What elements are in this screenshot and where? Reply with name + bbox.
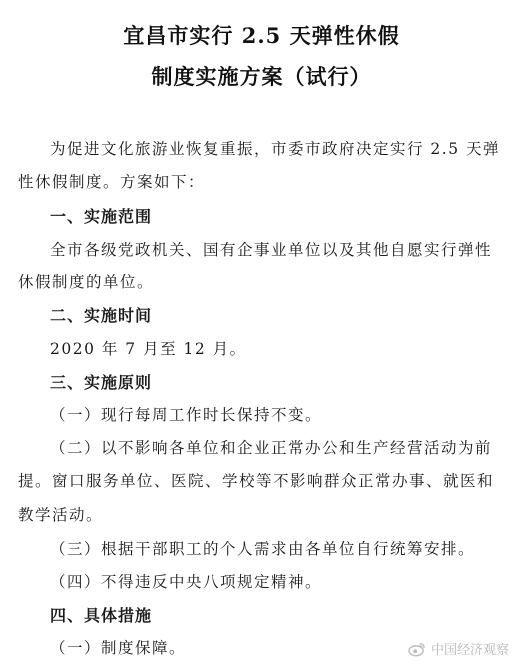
principle-3: （三）根据干部职工的个人需求由各单位自行统筹安排。	[50, 540, 476, 558]
section-heading-time: 二、实施时间	[50, 306, 153, 325]
document-title-line-2: 制度实施方案（试行）	[151, 64, 372, 89]
measure-1: （一）制度保障。	[50, 639, 187, 657]
section-heading-principles: 三、实施原则	[50, 373, 153, 392]
principle-1: （一）现行每周工作时长保持不变。	[50, 406, 323, 424]
weibo-icon	[408, 641, 426, 657]
document-title-line-1: 宜昌市实行 2.5 天弹性休假	[123, 23, 400, 48]
intro-paragraph-line-1: 为促进文化旅游业恢复重振，市委市政府决定实行 2.5 天弹	[50, 140, 501, 158]
principle-2-line-2: 提。窗口服务单位、医院、学校等不影响群众正常办事、就医和	[18, 472, 495, 490]
watermark	[408, 639, 509, 658]
section-heading-scope: 一、实施范围	[50, 207, 153, 226]
section-heading-measures: 四、具体措施	[50, 606, 153, 625]
watermark-text: 中国经济观察	[430, 643, 509, 658]
principle-2-line-1: （二）以不影响各单位和企业正常办公和生产经营活动为前	[50, 439, 493, 457]
scope-paragraph-line-2: 休假制度的单位。	[18, 273, 155, 291]
principle-2-line-3: 教学活动。	[18, 506, 104, 524]
scope-paragraph-line-1: 全市各级党政机关、国有企事业单位以及其他自愿实行弹性	[50, 241, 493, 259]
time-paragraph: 2020 年 7 月至 12 月。	[50, 340, 247, 358]
intro-paragraph-line-2: 性休假制度。方案如下：	[18, 173, 206, 191]
principle-4: （四）不得违反中央八项规定精神。	[50, 573, 323, 591]
